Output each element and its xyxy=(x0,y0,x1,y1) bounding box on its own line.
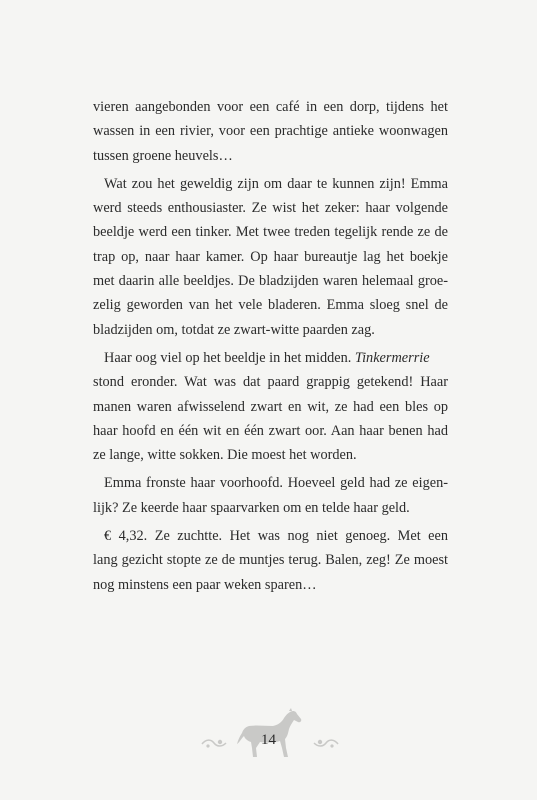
text-line: zelig geworden van het vele bladeren. Emma sloeg snel de xyxy=(93,297,448,314)
paragraph-4 xyxy=(93,471,448,520)
paragraph-1 xyxy=(93,95,448,168)
text-line: vieren aangebonden voor een café in een dorp, tijdens het xyxy=(93,99,448,115)
text-line: wassen in een rivier, voor een prachtige antieke woonwagen xyxy=(93,123,448,140)
text-line: Emma fronste haar voorhoofd. Hoeveel geld had ze eigen- xyxy=(104,475,448,492)
text-line: manen waren afwisselend zwart en wit, ze had een bles op xyxy=(93,398,448,415)
text-line: met daarin alle beeldjes. De bladzijden waren helemaal groe- xyxy=(93,273,448,290)
text-line: werd steeds enthousiaster. Ze wist het zeker: haar volgende xyxy=(93,200,448,217)
text-line: € 4,32. Ze zuchtte. Het was nog niet genoeg. Met een xyxy=(104,528,448,545)
page-footer xyxy=(0,708,537,758)
text-line xyxy=(93,346,448,370)
text-line: haar hoofd en één wit en één zwart oor. Aan haar benen had xyxy=(93,422,448,439)
text-line: ze lange, witte sokken. Die moest het worden. xyxy=(93,447,357,464)
text-line: beeldje werd een tinker. Met twee treden tegelijk rende ze de xyxy=(93,224,448,241)
text-line: trap op, naar haar kamer. Op haar bureautje lag het boekje xyxy=(93,248,448,265)
paragraph-2 xyxy=(93,172,448,342)
paragraph-5 xyxy=(93,524,448,597)
text-line: bladzijden om, totdat ze zwart-witte paarden zag. xyxy=(93,321,375,338)
text-line: Wat zou het geweldig zijn om daar te kunnen zijn! Emma xyxy=(104,175,448,192)
text-line: nog minstens een paar weken sparen… xyxy=(93,576,317,593)
text-fragment: Haar oog viel op het beeldje in het midden. xyxy=(104,349,352,366)
text-line: lijk? Ze keerde haar spaarvarken om en telde haar geld. xyxy=(93,499,410,516)
body-text xyxy=(93,95,448,597)
text-line: lang gezicht stopte ze de muntjes terug. Balen, zeg! Ze moest xyxy=(93,552,448,569)
horse-name: Tinkermerrie xyxy=(354,349,430,366)
text-line: stond eronder. Wat was dat paard grappig getekend! Haar xyxy=(93,374,448,391)
text-line: tussen groene heuvels… xyxy=(93,147,233,164)
paragraph-3 xyxy=(93,346,448,467)
page-number: 14 xyxy=(261,732,276,748)
